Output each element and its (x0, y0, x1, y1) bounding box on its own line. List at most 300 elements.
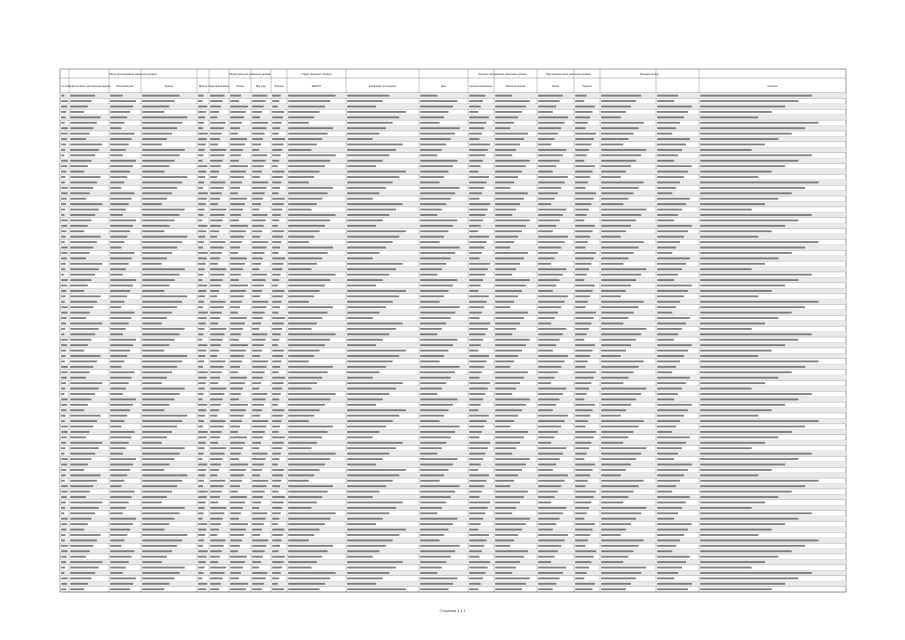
cell-text-placeholder (272, 567, 282, 569)
cell-text-placeholder (575, 127, 585, 129)
cell-text-placeholder (657, 442, 686, 444)
cell-text-placeholder (347, 534, 399, 536)
cell-text-placeholder (469, 545, 484, 547)
cell-text-placeholder (420, 583, 453, 585)
cell-text-placeholder (61, 361, 65, 363)
cell-text-placeholder (110, 561, 128, 563)
cell-text-placeholder (288, 572, 335, 574)
cell-text-placeholder (538, 518, 559, 520)
cell-text-placeholder (252, 556, 263, 558)
cell-text-placeholder (70, 442, 102, 444)
cell-text-placeholder (601, 534, 621, 536)
cell-text-placeholder (230, 561, 245, 563)
cell-text-placeholder (70, 377, 86, 379)
cell-text-placeholder (601, 523, 631, 525)
cell-text-placeholder (252, 133, 264, 135)
cell-text-placeholder (61, 192, 67, 194)
cell-text-placeholder (142, 529, 164, 531)
cell-text-placeholder (420, 556, 451, 558)
cell-text-placeholder (272, 442, 283, 444)
cell-text-placeholder (210, 474, 217, 476)
cell-text-placeholder (142, 144, 162, 146)
cell-text-placeholder (252, 198, 263, 200)
cell-text-placeholder (110, 377, 131, 379)
table-row (60, 126, 846, 131)
cell-text-placeholder (142, 295, 187, 297)
cell-text-placeholder (288, 523, 325, 525)
cell-text-placeholder (347, 230, 406, 232)
cell-text-placeholder (601, 556, 628, 558)
cell-text-placeholder (210, 485, 223, 487)
cell-text-placeholder (61, 415, 65, 417)
cell-text-placeholder (70, 106, 88, 108)
cell-text-placeholder (657, 507, 682, 509)
cell-text-placeholder (142, 366, 177, 368)
cell-text-placeholder (110, 214, 123, 216)
cell-text-placeholder (110, 518, 136, 520)
cell-text-placeholder (538, 333, 563, 335)
cell-text-placeholder (469, 219, 483, 221)
cell-text-placeholder (288, 182, 309, 184)
cell-text-placeholder (538, 122, 564, 124)
cell-text-placeholder (61, 225, 67, 227)
cell-text-placeholder (198, 344, 207, 346)
cell-text-placeholder (420, 577, 457, 579)
cell-text-placeholder (230, 133, 238, 135)
cell-text-placeholder (198, 572, 203, 574)
cell-text-placeholder (495, 447, 516, 449)
cell-text-placeholder (110, 420, 124, 422)
table-row (60, 133, 846, 137)
column-header-label: Ділянка (198, 86, 208, 88)
cell-text-placeholder (210, 507, 226, 509)
cell-text-placeholder (272, 539, 281, 541)
cell-text-placeholder (469, 317, 479, 319)
cell-text-placeholder (657, 225, 692, 227)
cell-text-placeholder (70, 144, 102, 146)
cell-text-placeholder (110, 344, 133, 346)
cell-text-placeholder (420, 507, 442, 509)
cell-text-placeholder (538, 160, 559, 162)
cell-text-placeholder (210, 550, 222, 552)
cell-text-placeholder (601, 442, 623, 444)
cell-text-placeholder (110, 241, 124, 243)
cell-text-placeholder (495, 344, 526, 346)
cell-text-placeholder (61, 502, 66, 504)
cell-text-placeholder (420, 588, 448, 590)
cell-text-placeholder (210, 539, 225, 541)
cell-text-placeholder (110, 230, 130, 232)
cell-text-placeholder (61, 344, 67, 346)
cell-text-placeholder (700, 285, 785, 287)
cell-text-placeholder (110, 295, 127, 297)
cell-text-placeholder (347, 485, 386, 487)
cell-text-placeholder (657, 149, 682, 151)
cell-text-placeholder (538, 198, 554, 200)
cell-text-placeholder (538, 241, 564, 243)
cell-text-placeholder (700, 171, 771, 173)
cell-text-placeholder (495, 398, 530, 400)
cell-text-placeholder (142, 111, 164, 113)
cell-text-placeholder (70, 317, 86, 319)
cell-text-placeholder (288, 371, 327, 373)
cell-text-placeholder (495, 377, 524, 379)
cell-text-placeholder (198, 436, 207, 438)
cell-text-placeholder (230, 192, 238, 194)
table-row (60, 386, 846, 391)
cell-text-placeholder (230, 138, 247, 140)
cell-text-placeholder (575, 382, 591, 384)
cell-text-placeholder (288, 301, 309, 303)
cell-text-placeholder (700, 512, 812, 514)
cell-text-placeholder (538, 230, 553, 232)
cell-text-placeholder (61, 285, 67, 287)
cell-text-placeholder (142, 154, 179, 156)
cell-text-placeholder (495, 154, 512, 156)
cell-text-placeholder (575, 192, 596, 194)
cell-text-placeholder (272, 529, 284, 531)
cell-text-placeholder (288, 106, 325, 108)
cell-text-placeholder (469, 165, 480, 167)
cell-text-placeholder (657, 502, 686, 504)
cell-text-placeholder (110, 203, 128, 205)
cell-text-placeholder (575, 230, 592, 232)
cell-text-placeholder (252, 474, 260, 476)
cell-text-placeholder (700, 464, 785, 466)
cell-text-placeholder (272, 236, 283, 238)
cell-text-placeholder (272, 491, 278, 493)
cell-text-placeholder (142, 149, 185, 151)
cell-text-placeholder (110, 567, 126, 569)
cell-text-placeholder (142, 361, 182, 363)
cell-text-placeholder (495, 285, 526, 287)
cell-text-placeholder (198, 209, 204, 211)
cell-text-placeholder (601, 209, 646, 211)
cell-text-placeholder (575, 545, 585, 547)
cell-text-placeholder (210, 567, 226, 569)
table-row (60, 111, 846, 115)
cell-text-placeholder (142, 502, 162, 504)
cell-text-placeholder (288, 377, 322, 379)
cell-text-placeholder (288, 122, 309, 124)
cell-text-placeholder (110, 529, 130, 531)
cell-text-placeholder (61, 127, 68, 129)
cell-text-placeholder (110, 257, 131, 259)
cell-text-placeholder (198, 474, 205, 476)
cell-text-placeholder (601, 149, 646, 151)
cell-text-placeholder (198, 306, 203, 308)
cell-text-placeholder (210, 274, 224, 276)
cell-text-placeholder (700, 138, 778, 140)
cell-text-placeholder (347, 279, 383, 281)
cell-text-placeholder (70, 577, 91, 579)
cell-text-placeholder (252, 393, 267, 395)
cell-text-placeholder (347, 529, 406, 531)
cell-text-placeholder (700, 545, 805, 547)
cell-text-placeholder (70, 420, 97, 422)
cell-text-placeholder (575, 165, 595, 167)
cell-text-placeholder (210, 426, 223, 428)
cell-text-placeholder (700, 268, 751, 270)
cell-text-placeholder (230, 572, 241, 574)
table-row (60, 538, 846, 543)
cell-text-placeholder (657, 344, 692, 346)
cell-text-placeholder (61, 111, 66, 113)
cell-text-placeholder (210, 534, 217, 536)
cell-text-placeholder (210, 382, 218, 384)
cell-text-placeholder (575, 550, 596, 552)
cell-text-placeholder (252, 252, 264, 254)
table-row (60, 415, 846, 419)
cell-text-placeholder (469, 122, 486, 124)
cell-text-placeholder (420, 257, 451, 259)
cell-text-placeholder (70, 209, 99, 211)
cell-text-placeholder (575, 176, 590, 178)
table-row (60, 234, 846, 239)
cell-text-placeholder (420, 138, 451, 140)
cell-text-placeholder (110, 426, 121, 428)
cell-text-placeholder (272, 561, 283, 563)
cell-text-placeholder (538, 539, 564, 541)
cell-text-placeholder (657, 219, 674, 221)
cell-text-placeholder (469, 306, 484, 308)
cell-text-placeholder (538, 209, 566, 211)
cell-text-placeholder (495, 350, 522, 352)
cell-text-placeholder (495, 138, 524, 140)
cell-text-placeholder (252, 263, 261, 265)
cell-text-placeholder (495, 361, 514, 363)
cell-text-placeholder (420, 268, 442, 270)
cell-text-placeholder (657, 274, 678, 276)
cell-text-placeholder (420, 512, 437, 514)
cell-text-placeholder (61, 295, 65, 297)
cell-text-placeholder (61, 106, 67, 108)
cell-text-placeholder (601, 219, 636, 221)
cell-text-placeholder (288, 393, 335, 395)
cell-text-placeholder (198, 355, 205, 357)
cell-text-placeholder (110, 323, 128, 325)
cell-text-placeholder (70, 388, 99, 390)
cell-text-placeholder (272, 415, 283, 417)
cell-text-placeholder (288, 225, 325, 227)
cell-text-placeholder (252, 512, 267, 514)
cell-text-placeholder (495, 198, 524, 200)
cell-text-placeholder (538, 144, 551, 146)
cell-text-placeholder (420, 230, 448, 232)
cell-text-placeholder (469, 404, 480, 406)
cell-text-placeholder (70, 355, 100, 357)
cell-text-placeholder (469, 529, 478, 531)
cell-text-placeholder (601, 415, 621, 417)
cell-text-placeholder (347, 496, 373, 498)
cell-text-placeholder (538, 426, 561, 428)
table-row (60, 147, 846, 152)
cell-text-placeholder (575, 398, 584, 400)
cell-text-placeholder (198, 214, 203, 216)
table-row (60, 263, 846, 267)
cell-text-placeholder (495, 133, 528, 135)
table-row (60, 100, 846, 104)
cell-text-placeholder (495, 187, 510, 189)
cell-text-placeholder (538, 469, 553, 471)
cell-text-placeholder (61, 393, 64, 395)
cell-text-placeholder (420, 534, 444, 536)
cell-text-placeholder (198, 523, 207, 525)
cell-text-placeholder (198, 274, 203, 276)
table-row (60, 277, 846, 282)
cell-text-placeholder (420, 393, 437, 395)
cell-text-placeholder (272, 154, 281, 156)
cell-text-placeholder (272, 447, 282, 449)
cell-text-placeholder (288, 388, 311, 390)
cell-text-placeholder (347, 583, 376, 585)
cell-text-placeholder (469, 534, 489, 536)
cell-text-placeholder (198, 507, 204, 509)
cell-text-placeholder (347, 415, 399, 417)
cell-text-placeholder (700, 404, 785, 406)
cell-text-placeholder (210, 431, 222, 433)
cell-text-placeholder (70, 436, 86, 438)
table-row (60, 418, 846, 423)
cell-text-placeholder (575, 361, 588, 363)
cell-text-placeholder (288, 149, 311, 151)
cell-text-placeholder (575, 160, 584, 162)
cell-text-placeholder (198, 241, 204, 243)
cell-text-placeholder (61, 496, 67, 498)
cell-text-placeholder (230, 567, 243, 569)
cell-text-placeholder (210, 116, 217, 118)
cell-text-placeholder (142, 577, 174, 579)
cell-text-placeholder (110, 247, 121, 249)
cell-text-placeholder (70, 100, 91, 102)
cell-text-placeholder (420, 111, 448, 113)
cell-text-placeholder (495, 436, 524, 438)
cell-text-placeholder (61, 577, 68, 579)
cell-text-placeholder (601, 388, 646, 390)
cell-text-placeholder (469, 285, 480, 287)
cell-text-placeholder (347, 409, 406, 411)
cell-text-placeholder (142, 165, 169, 167)
cell-text-placeholder (601, 458, 636, 460)
cell-text-placeholder (70, 295, 100, 297)
cell-text-placeholder (230, 317, 247, 319)
cell-text-placeholder (495, 545, 510, 547)
cell-text-placeholder (230, 545, 240, 547)
cell-text-placeholder (420, 154, 437, 156)
cell-text-placeholder (210, 545, 223, 547)
cell-text-placeholder (272, 398, 279, 400)
cell-text-placeholder (700, 420, 818, 422)
cell-text-placeholder (272, 106, 278, 108)
cell-text-placeholder (575, 442, 591, 444)
cell-text-placeholder (495, 149, 516, 151)
cell-text-placeholder (142, 241, 182, 243)
cell-text-placeholder (657, 154, 678, 156)
cell-text-placeholder (700, 127, 805, 129)
cell-text-placeholder (110, 534, 127, 536)
cell-text-placeholder (142, 187, 177, 189)
cell-text-placeholder (198, 415, 205, 417)
cell-text-placeholder (575, 209, 589, 211)
cell-text-placeholder (70, 214, 95, 216)
cell-text-placeholder (210, 415, 217, 417)
cell-text-placeholder (198, 339, 202, 341)
cell-text-placeholder (288, 577, 330, 579)
cell-text-placeholder (347, 350, 406, 352)
cell-text-placeholder (210, 165, 221, 167)
cell-text-placeholder (657, 290, 688, 292)
table-row (60, 393, 846, 397)
cell-text-placeholder (538, 545, 561, 547)
cell-text-placeholder (198, 252, 208, 254)
cell-text-placeholder (288, 171, 319, 173)
cell-text-placeholder (469, 111, 478, 113)
cell-text-placeholder (61, 420, 65, 422)
cell-text-placeholder (347, 225, 376, 227)
cell-text-placeholder (538, 355, 568, 357)
cell-text-placeholder (142, 301, 182, 303)
cell-text-placeholder (347, 176, 399, 178)
cell-text-placeholder (601, 393, 641, 395)
column-header-label: Власник (274, 86, 284, 88)
cell-text-placeholder (420, 458, 457, 460)
cell-text-placeholder (61, 122, 65, 124)
cell-text-placeholder (700, 295, 758, 297)
cell-text-placeholder (700, 485, 805, 487)
column-header-label: Вулиця (165, 86, 173, 88)
cell-text-placeholder (61, 404, 67, 406)
cell-text-placeholder (198, 496, 207, 498)
cell-text-placeholder (198, 149, 204, 151)
cell-text-placeholder (601, 480, 644, 482)
cell-text-placeholder (70, 469, 84, 471)
cell-text-placeholder (230, 116, 244, 118)
column-header-label: Вид угідь (256, 86, 266, 88)
table-row (60, 480, 846, 484)
cell-text-placeholder (61, 377, 67, 379)
cell-text-placeholder (288, 556, 322, 558)
cell-text-placeholder (347, 328, 396, 330)
cell-text-placeholder (230, 507, 243, 509)
cell-text-placeholder (272, 122, 281, 124)
cell-text-placeholder (210, 523, 221, 525)
cell-text-placeholder (70, 518, 91, 520)
cell-text-placeholder (657, 550, 672, 552)
cell-text-placeholder (469, 371, 482, 373)
cell-text-placeholder (142, 95, 179, 97)
cell-text-placeholder (288, 518, 330, 520)
cell-text-placeholder (288, 247, 333, 249)
cell-text-placeholder (538, 203, 551, 205)
cell-text-placeholder (657, 572, 678, 574)
cell-text-placeholder (420, 100, 457, 102)
cell-text-placeholder (420, 333, 437, 335)
table-row (60, 212, 846, 217)
cell-text-placeholder (70, 398, 91, 400)
cell-text-placeholder (657, 366, 676, 368)
cell-text-placeholder (601, 160, 636, 162)
cell-text-placeholder (575, 312, 596, 314)
cell-text-placeholder (601, 230, 626, 232)
cell-text-placeholder (495, 572, 512, 574)
cell-text-placeholder (70, 480, 97, 482)
cell-text-placeholder (272, 263, 283, 265)
cell-text-placeholder (198, 247, 203, 249)
cell-text-placeholder (538, 371, 558, 373)
cell-text-placeholder (252, 371, 264, 373)
cell-text-placeholder (230, 426, 240, 428)
cell-text-placeholder (601, 154, 641, 156)
